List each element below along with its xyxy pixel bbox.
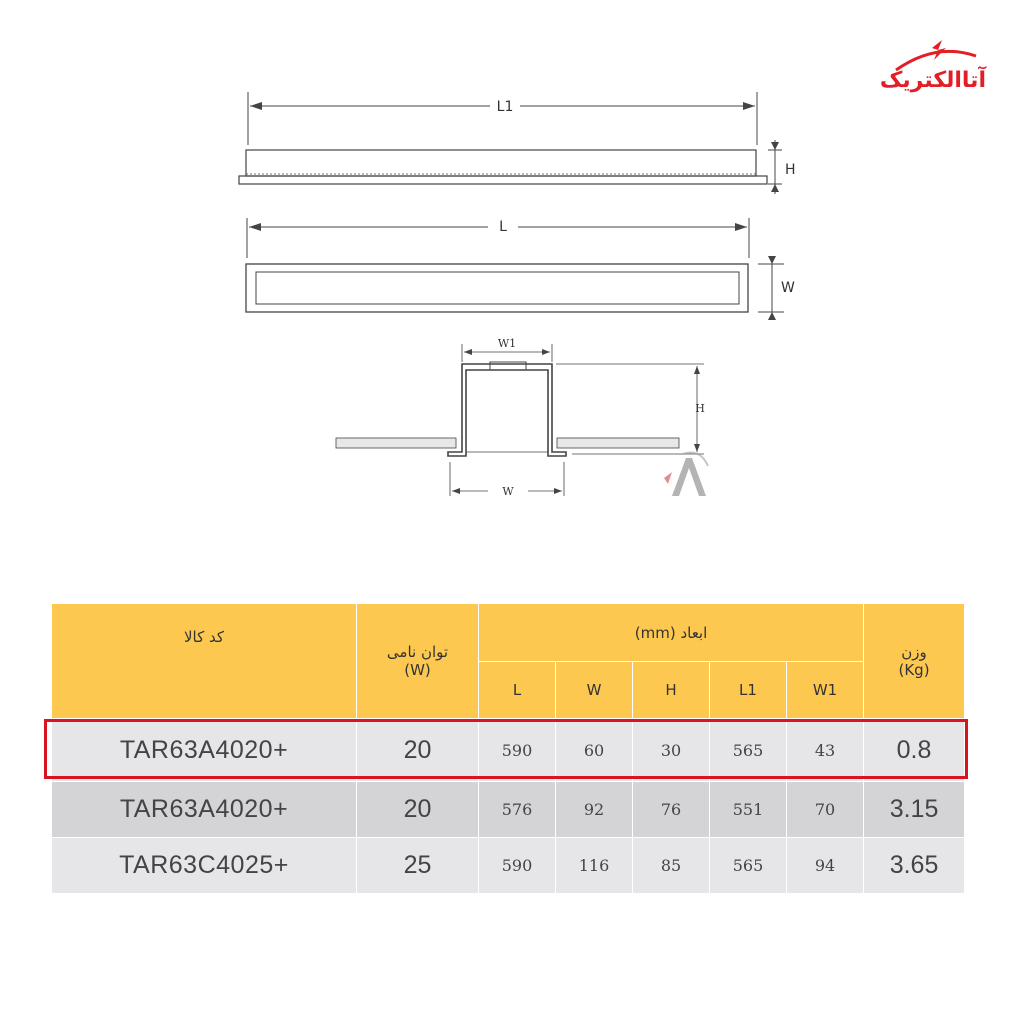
cell-w: 60 [556,719,633,782]
cell-h: 30 [633,719,710,782]
cell-power: 20 [357,719,479,782]
l-label: L [499,219,507,235]
top-view [246,218,784,320]
watermark-logo-icon [664,453,708,497]
cell-w: 92 [556,782,633,838]
brand-logo [836,40,986,100]
cell-l: 576 [479,782,556,838]
cell-l: 590 [479,719,556,782]
brand-name: آتاالکتریک [879,68,986,93]
w-side-label: W [781,280,795,296]
cross-section-view [336,344,704,496]
cell-code: TAR63A4020+ [52,719,357,782]
subheader-w1: W1 [787,662,864,719]
header-power [357,604,479,719]
cell-w1: 94 [787,838,864,894]
cell-w1: 70 [787,782,864,838]
cell-code: TAR63A4020+ [52,782,357,838]
cell-h: 85 [633,838,710,894]
cell-h: 76 [633,782,710,838]
h-side-label: H [785,162,796,178]
subheader-l1: L1 [710,662,787,719]
header-code: کد کالا [52,604,357,719]
cell-l1: 551 [710,782,787,838]
header-power-unit: (W) [404,661,431,679]
cell-w: 116 [556,838,633,894]
l1-label: L1 [496,99,514,115]
cell-weight: 3.65 [864,838,965,894]
cell-w1: 43 [787,719,864,782]
w1-label: W1 [497,337,517,350]
subheader-l: L [479,662,556,719]
h-section-label: H [695,402,705,415]
cell-power: 20 [357,782,479,838]
cell-power: 25 [357,838,479,894]
cell-l: 590 [479,838,556,894]
table-row [52,719,965,782]
table-row [52,782,965,838]
cell-weight: 3.15 [864,782,965,838]
subheader-w: W [556,662,633,719]
header-dimensions: ابعاد (mm) [479,604,864,662]
subheader-h: H [633,662,710,719]
w-section-label: W [502,485,514,498]
header-weight [864,604,965,719]
header-power-label: توان نامی [386,643,449,661]
header-weight-label: وزن [901,643,927,661]
table-row [52,838,965,894]
cell-l1: 565 [710,838,787,894]
cell-code: TAR63C4025+ [52,838,357,894]
header-weight-unit: (Kg) [898,661,930,679]
specification-table [51,603,965,894]
cell-l1: 565 [710,719,787,782]
cell-weight: 0.8 [864,719,965,782]
